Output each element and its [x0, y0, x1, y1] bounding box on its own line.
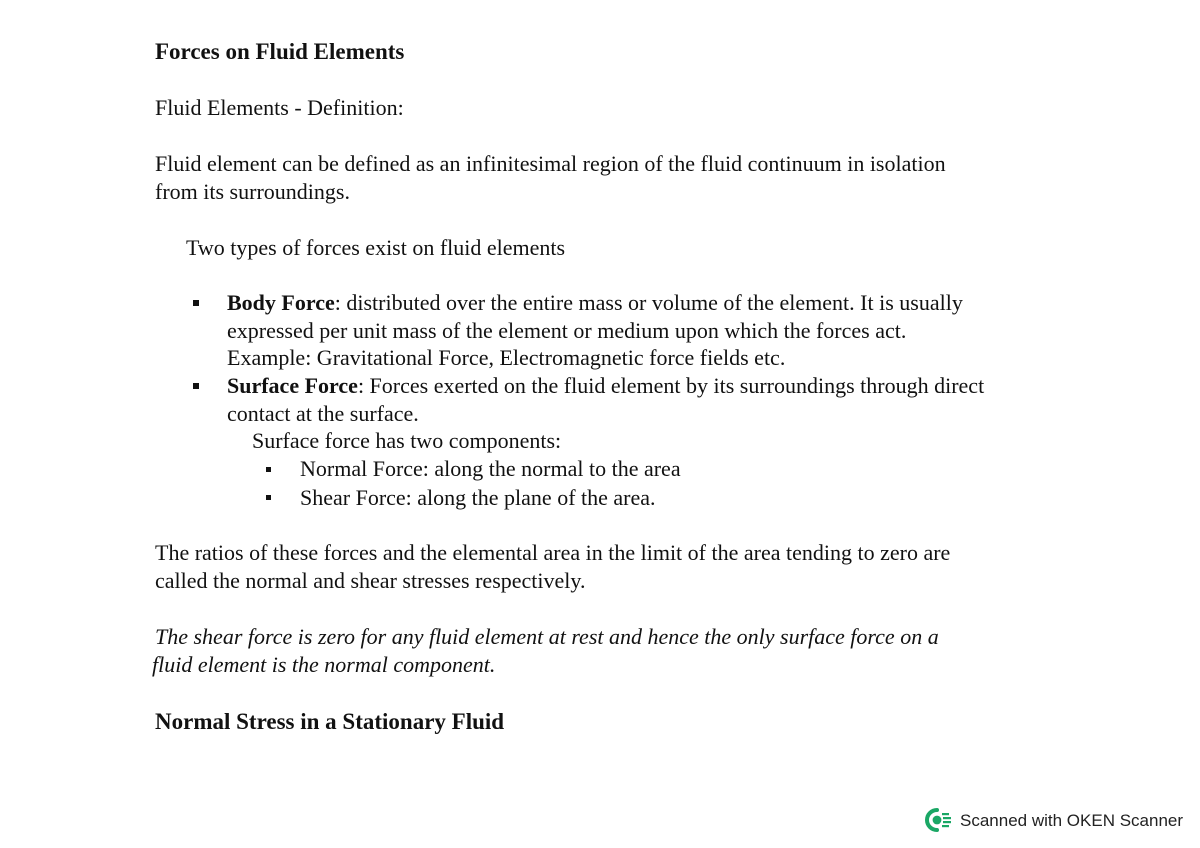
- italic-note-line-1: The shear force is zero for any fluid element at rest and hence the only surface force on a: [155, 624, 939, 649]
- watermark-text: Scanned with OKEN Scanner: [960, 811, 1184, 830]
- normal-force-item: Normal Force: along the normal to the area: [300, 456, 681, 481]
- body-force-line-1: [227, 292, 963, 314]
- surface-force-label: Surface Force: [227, 373, 358, 398]
- body-force-label: Body Force: [227, 290, 335, 315]
- definition-line-1: Fluid element can be defined as an infinitesimal region of the fluid continuum in isolation: [155, 151, 946, 176]
- definition-heading: Fluid Elements - Definition:: [155, 95, 404, 120]
- body-force-example: Example: Gravitational Force, Electromagnetic force fields etc.: [227, 345, 786, 370]
- surface-force-components-intro: Surface force has two components:: [252, 428, 562, 453]
- bullet-icon: [266, 495, 271, 500]
- document-title: Forces on Fluid Elements: [155, 39, 405, 64]
- bullet-icon: [193, 383, 199, 389]
- ratios-line-1: The ratios of these forces and the elemental area in the limit of the area tending to zero are: [155, 540, 951, 565]
- bullet-icon: [193, 300, 199, 306]
- shear-force-item: Shear Force: along the plane of the area.: [300, 485, 656, 510]
- bullet-icon: [266, 467, 271, 472]
- normal-stress-heading: Normal Stress in a Stationary Fluid: [155, 709, 505, 734]
- body-force-description: : distributed over the entire mass or volume of the element. It is usually: [334, 290, 963, 315]
- surface-force-line-2: contact at the surface.: [227, 401, 419, 426]
- definition-line-2: from its surroundings.: [155, 179, 350, 204]
- oken-scanner-logo-icon: [924, 807, 952, 833]
- force-types-intro: Two types of forces exist on fluid elements: [186, 235, 566, 260]
- body-force-line-2: expressed per unit mass of the element or medium upon which the forces act.: [227, 318, 907, 343]
- surface-force-line-1: [227, 375, 984, 397]
- italic-note-line-2: fluid element is the normal component.: [152, 652, 496, 677]
- scanner-watermark: [924, 807, 1183, 833]
- ratios-line-2: called the normal and shear stresses respectively.: [155, 568, 586, 593]
- surface-force-description: : Forces exerted on the fluid element by its surroundings through direct: [357, 373, 985, 398]
